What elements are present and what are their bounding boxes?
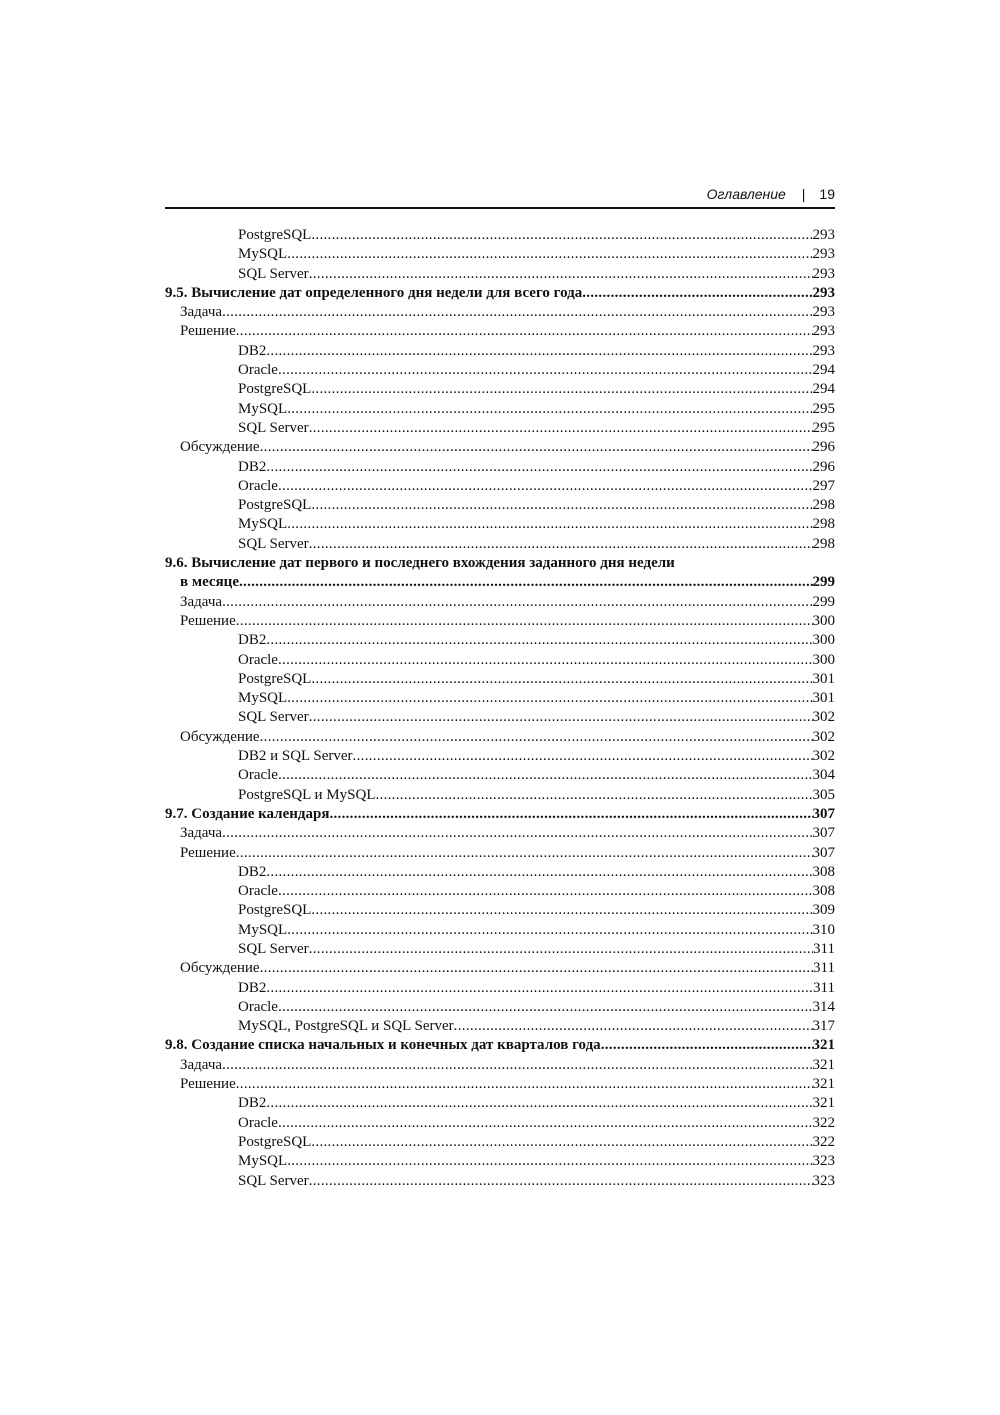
toc-entry-title: MySQL	[238, 1153, 288, 1170]
toc-entry	[165, 959, 835, 978]
toc-entry-title: DB2	[238, 863, 267, 880]
toc-leader	[236, 1075, 813, 1094]
toc-leader	[309, 1172, 813, 1191]
toc-entry	[165, 438, 835, 457]
toc-entry-title: DB2	[238, 1095, 267, 1112]
toc-section-title: 9.6. Вычисление дат первого и последнего вхождения заданного дня недели	[165, 555, 675, 572]
toc-entry-page: 317	[812, 1018, 835, 1035]
toc-leader	[266, 1094, 812, 1113]
toc-entry	[165, 766, 835, 785]
toc-entry-page: 310	[812, 921, 835, 938]
toc-leader	[222, 593, 812, 612]
toc-entry-page: 294	[812, 362, 835, 379]
toc-entry-title: DB2	[238, 458, 267, 475]
toc-entry-page: 296	[812, 458, 835, 475]
toc-entry-title: Oracle	[238, 477, 278, 494]
toc-section-entry	[165, 1036, 835, 1055]
toc-entry	[165, 380, 835, 399]
toc-entry-title: PostgreSQL	[238, 902, 312, 919]
toc-leader	[311, 1133, 812, 1152]
toc-entry	[165, 1152, 835, 1171]
toc-entry-page: 297	[812, 477, 835, 494]
toc-entry-title: Oracle	[238, 362, 278, 379]
toc-entry-title: PostgreSQL	[238, 670, 312, 687]
toc-entry	[165, 882, 835, 901]
toc-entry	[165, 998, 835, 1017]
toc-leader	[278, 651, 813, 670]
toc-leader	[287, 400, 812, 419]
toc-entry	[165, 1133, 835, 1152]
toc-leader	[236, 844, 813, 863]
toc-leader	[311, 226, 812, 245]
toc-entry-title: в месяце	[180, 574, 239, 591]
toc-entry-title: Решение	[180, 612, 236, 629]
toc-entry-title: PostgreSQL	[238, 497, 312, 514]
toc-entry-page: 299	[812, 574, 835, 591]
toc-entry	[165, 342, 835, 361]
toc-entry	[165, 612, 835, 631]
toc-entry-page: 296	[812, 439, 835, 456]
toc-leader	[287, 245, 812, 264]
toc-entry-page: 305	[812, 786, 835, 803]
toc-entry	[165, 844, 835, 863]
toc-entry-title: 9.7. Создание календаря	[165, 805, 330, 822]
table-of-contents	[165, 226, 835, 1191]
header-separator: |	[801, 186, 806, 202]
toc-leader	[311, 496, 812, 515]
toc-entry-title: DB2	[238, 632, 267, 649]
toc-leader	[266, 631, 812, 650]
toc-entry-page: 302	[812, 728, 835, 745]
toc-entry-title: MySQL	[238, 516, 288, 533]
toc-entry-title: MySQL	[238, 246, 288, 263]
toc-entry-page: 300	[812, 612, 835, 629]
toc-entry	[165, 496, 835, 515]
toc-entry-page: 321	[812, 1037, 835, 1054]
toc-leader	[309, 535, 813, 554]
toc-entry-page: 322	[812, 1133, 835, 1150]
toc-leader	[287, 921, 812, 940]
toc-entry-title: PostgreSQL	[238, 227, 312, 243]
toc-entry-page: 311	[813, 960, 835, 977]
toc-leader	[222, 824, 812, 843]
toc-entry-page: 307	[812, 825, 835, 842]
toc-entry-page: 293	[812, 284, 835, 301]
toc-leader	[309, 419, 813, 438]
toc-entry-page: 309	[812, 902, 835, 919]
toc-leader	[287, 1152, 812, 1171]
toc-entry-title: Задача	[180, 304, 223, 321]
toc-entry	[165, 1056, 835, 1075]
toc-leader	[222, 1056, 812, 1075]
toc-entry	[165, 921, 835, 940]
toc-entry-page: 300	[812, 651, 835, 668]
toc-entry	[165, 728, 835, 747]
toc-leader	[260, 438, 813, 457]
toc-leader	[278, 477, 813, 496]
toc-leader	[309, 940, 813, 959]
toc-entry-title: Задача	[180, 593, 223, 610]
toc-entry	[165, 303, 835, 322]
toc-entry-page: 293	[812, 265, 835, 282]
toc-entry	[165, 265, 835, 284]
toc-entry-page: 322	[812, 1114, 835, 1131]
toc-entry-title: SQL Server	[238, 709, 309, 726]
toc-entry-title: DB2	[238, 342, 267, 359]
toc-leader	[454, 1017, 813, 1036]
toc-entry-title: Обсуждение	[180, 728, 260, 745]
toc-entry-page: 293	[812, 304, 835, 321]
toc-entry-title: DB2 и SQL Server	[238, 748, 353, 765]
toc-entry-page: 299	[812, 593, 835, 610]
toc-entry-title: Oracle	[238, 651, 278, 668]
toc-leader	[278, 998, 813, 1017]
toc-entry-title: SQL Server	[238, 265, 309, 282]
toc-leader	[353, 747, 813, 766]
toc-entry-title: Oracle	[238, 767, 278, 784]
toc-entry-title: DB2	[238, 979, 267, 996]
toc-entry-title: Oracle	[238, 1114, 278, 1131]
toc-entry-title: PostgreSQL и MySQL	[238, 786, 376, 803]
toc-entry-title: Oracle	[238, 998, 278, 1015]
toc-entry-page: 311	[813, 979, 835, 996]
toc-entry-page: 293	[812, 342, 835, 359]
toc-entry	[165, 1114, 835, 1133]
header-rule	[165, 207, 835, 209]
toc-entry	[165, 708, 835, 727]
toc-leader	[239, 573, 813, 592]
toc-entry-title: PostgreSQL	[238, 1133, 312, 1150]
toc-entry-page: 302	[812, 709, 835, 726]
toc-entry	[165, 901, 835, 920]
toc-entry-title: SQL Server	[238, 1172, 309, 1189]
toc-entry-page: 293	[812, 323, 835, 340]
running-header	[165, 186, 835, 206]
toc-entry-page: 298	[812, 535, 835, 552]
toc-leader	[309, 265, 813, 284]
toc-entry-page: 323	[812, 1172, 835, 1189]
toc-entry-title: Решение	[180, 323, 236, 340]
document-page	[165, 0, 835, 1415]
toc-entry-title: Oracle	[238, 883, 278, 900]
toc-leader	[582, 284, 812, 303]
toc-entry	[165, 1075, 835, 1094]
toc-entry	[165, 535, 835, 554]
toc-leader	[260, 728, 813, 747]
header-page-number: 19	[819, 186, 835, 202]
toc-entry	[165, 940, 835, 959]
toc-leader	[278, 1114, 813, 1133]
toc-entry-title: MySQL	[238, 400, 288, 417]
toc-entry-page: 321	[812, 1095, 835, 1112]
toc-section-entry	[165, 284, 835, 303]
toc-entry-page: 298	[812, 497, 835, 514]
toc-entry-title: MySQL	[238, 921, 288, 938]
toc-entry	[165, 786, 835, 805]
toc-entry	[165, 689, 835, 708]
toc-entry-page: 301	[812, 690, 835, 707]
toc-entry-title: Решение	[180, 844, 236, 861]
toc-entry	[165, 631, 835, 650]
toc-entry-title: 9.5. Вычисление дат определенного дня недели для всего года	[165, 284, 583, 301]
toc-entry-page: 301	[812, 670, 835, 687]
toc-entry-title: Задача	[180, 1056, 223, 1073]
toc-leader	[266, 979, 813, 998]
toc-entry-title: Обсуждение	[180, 960, 260, 977]
toc-leader	[278, 882, 813, 901]
toc-entry	[165, 863, 835, 882]
toc-leader	[266, 863, 812, 882]
toc-entry	[165, 1017, 835, 1036]
toc-entry-title: 9.8. Создание списка начальных и конечных дат кварталов года	[165, 1037, 601, 1054]
toc-entry	[165, 458, 835, 477]
toc-entry	[165, 226, 835, 245]
toc-entry-title: PostgreSQL	[238, 381, 312, 398]
toc-leader	[311, 901, 812, 920]
toc-entry	[165, 400, 835, 419]
toc-leader	[278, 766, 813, 785]
toc-entry	[165, 419, 835, 438]
toc-entry-page: 304	[812, 767, 835, 784]
toc-entry	[165, 515, 835, 534]
toc-entry-title: SQL Server	[238, 535, 309, 552]
toc-entry-page: 295	[812, 419, 835, 436]
toc-leader	[266, 342, 812, 361]
toc-entry	[165, 670, 835, 689]
toc-leader	[601, 1036, 813, 1055]
toc-entry	[165, 245, 835, 264]
toc-entry-page: 314	[812, 998, 835, 1015]
toc-entry	[165, 477, 835, 496]
toc-entry-page: 311	[813, 940, 835, 957]
toc-entry	[165, 361, 835, 380]
toc-section-entry	[165, 573, 835, 592]
toc-leader	[222, 303, 812, 322]
toc-entry-title: Задача	[180, 825, 223, 842]
toc-entry	[165, 1172, 835, 1191]
toc-entry-title: Решение	[180, 1076, 236, 1093]
toc-entry	[165, 651, 835, 670]
toc-leader	[329, 805, 812, 824]
toc-entry	[165, 979, 835, 998]
toc-entry-page: 321	[812, 1056, 835, 1073]
toc-entry-title: MySQL, PostgreSQL и SQL Server	[238, 1018, 454, 1035]
toc-entry-page: 323	[812, 1153, 835, 1170]
toc-entry-title: SQL Server	[238, 419, 309, 436]
header-title: Оглавление	[706, 186, 786, 202]
toc-entry-page: 295	[812, 400, 835, 417]
toc-leader	[309, 708, 813, 727]
toc-entry-title: MySQL	[238, 690, 288, 707]
toc-entry-page: 307	[812, 844, 835, 861]
toc-leader	[287, 689, 812, 708]
toc-entry-page: 298	[812, 516, 835, 533]
toc-entry-title: SQL Server	[238, 940, 309, 957]
toc-entry-page: 307	[812, 805, 835, 822]
toc-entry-title: Обсуждение	[180, 439, 260, 456]
toc-leader	[236, 322, 813, 341]
toc-entry-page: 294	[812, 381, 835, 398]
toc-leader	[278, 361, 813, 380]
toc-leader	[311, 380, 812, 399]
toc-entry-page: 300	[812, 632, 835, 649]
toc-entry-page: 308	[812, 863, 835, 880]
toc-entry	[165, 824, 835, 843]
toc-leader	[266, 458, 812, 477]
toc-leader	[236, 612, 813, 631]
toc-entry	[165, 747, 835, 766]
toc-entry-page: 308	[812, 883, 835, 900]
toc-entry	[165, 593, 835, 612]
toc-leader	[375, 786, 812, 805]
toc-leader	[260, 959, 813, 978]
toc-entry-page: 293	[812, 246, 835, 263]
toc-leader	[287, 515, 812, 534]
toc-entry-page: 302	[812, 748, 835, 765]
toc-entry	[165, 322, 835, 341]
toc-entry	[165, 1094, 835, 1113]
toc-entry-page: 293	[812, 227, 835, 243]
toc-section-entry	[165, 805, 835, 824]
toc-leader	[311, 670, 812, 689]
toc-entry-page: 321	[812, 1076, 835, 1093]
